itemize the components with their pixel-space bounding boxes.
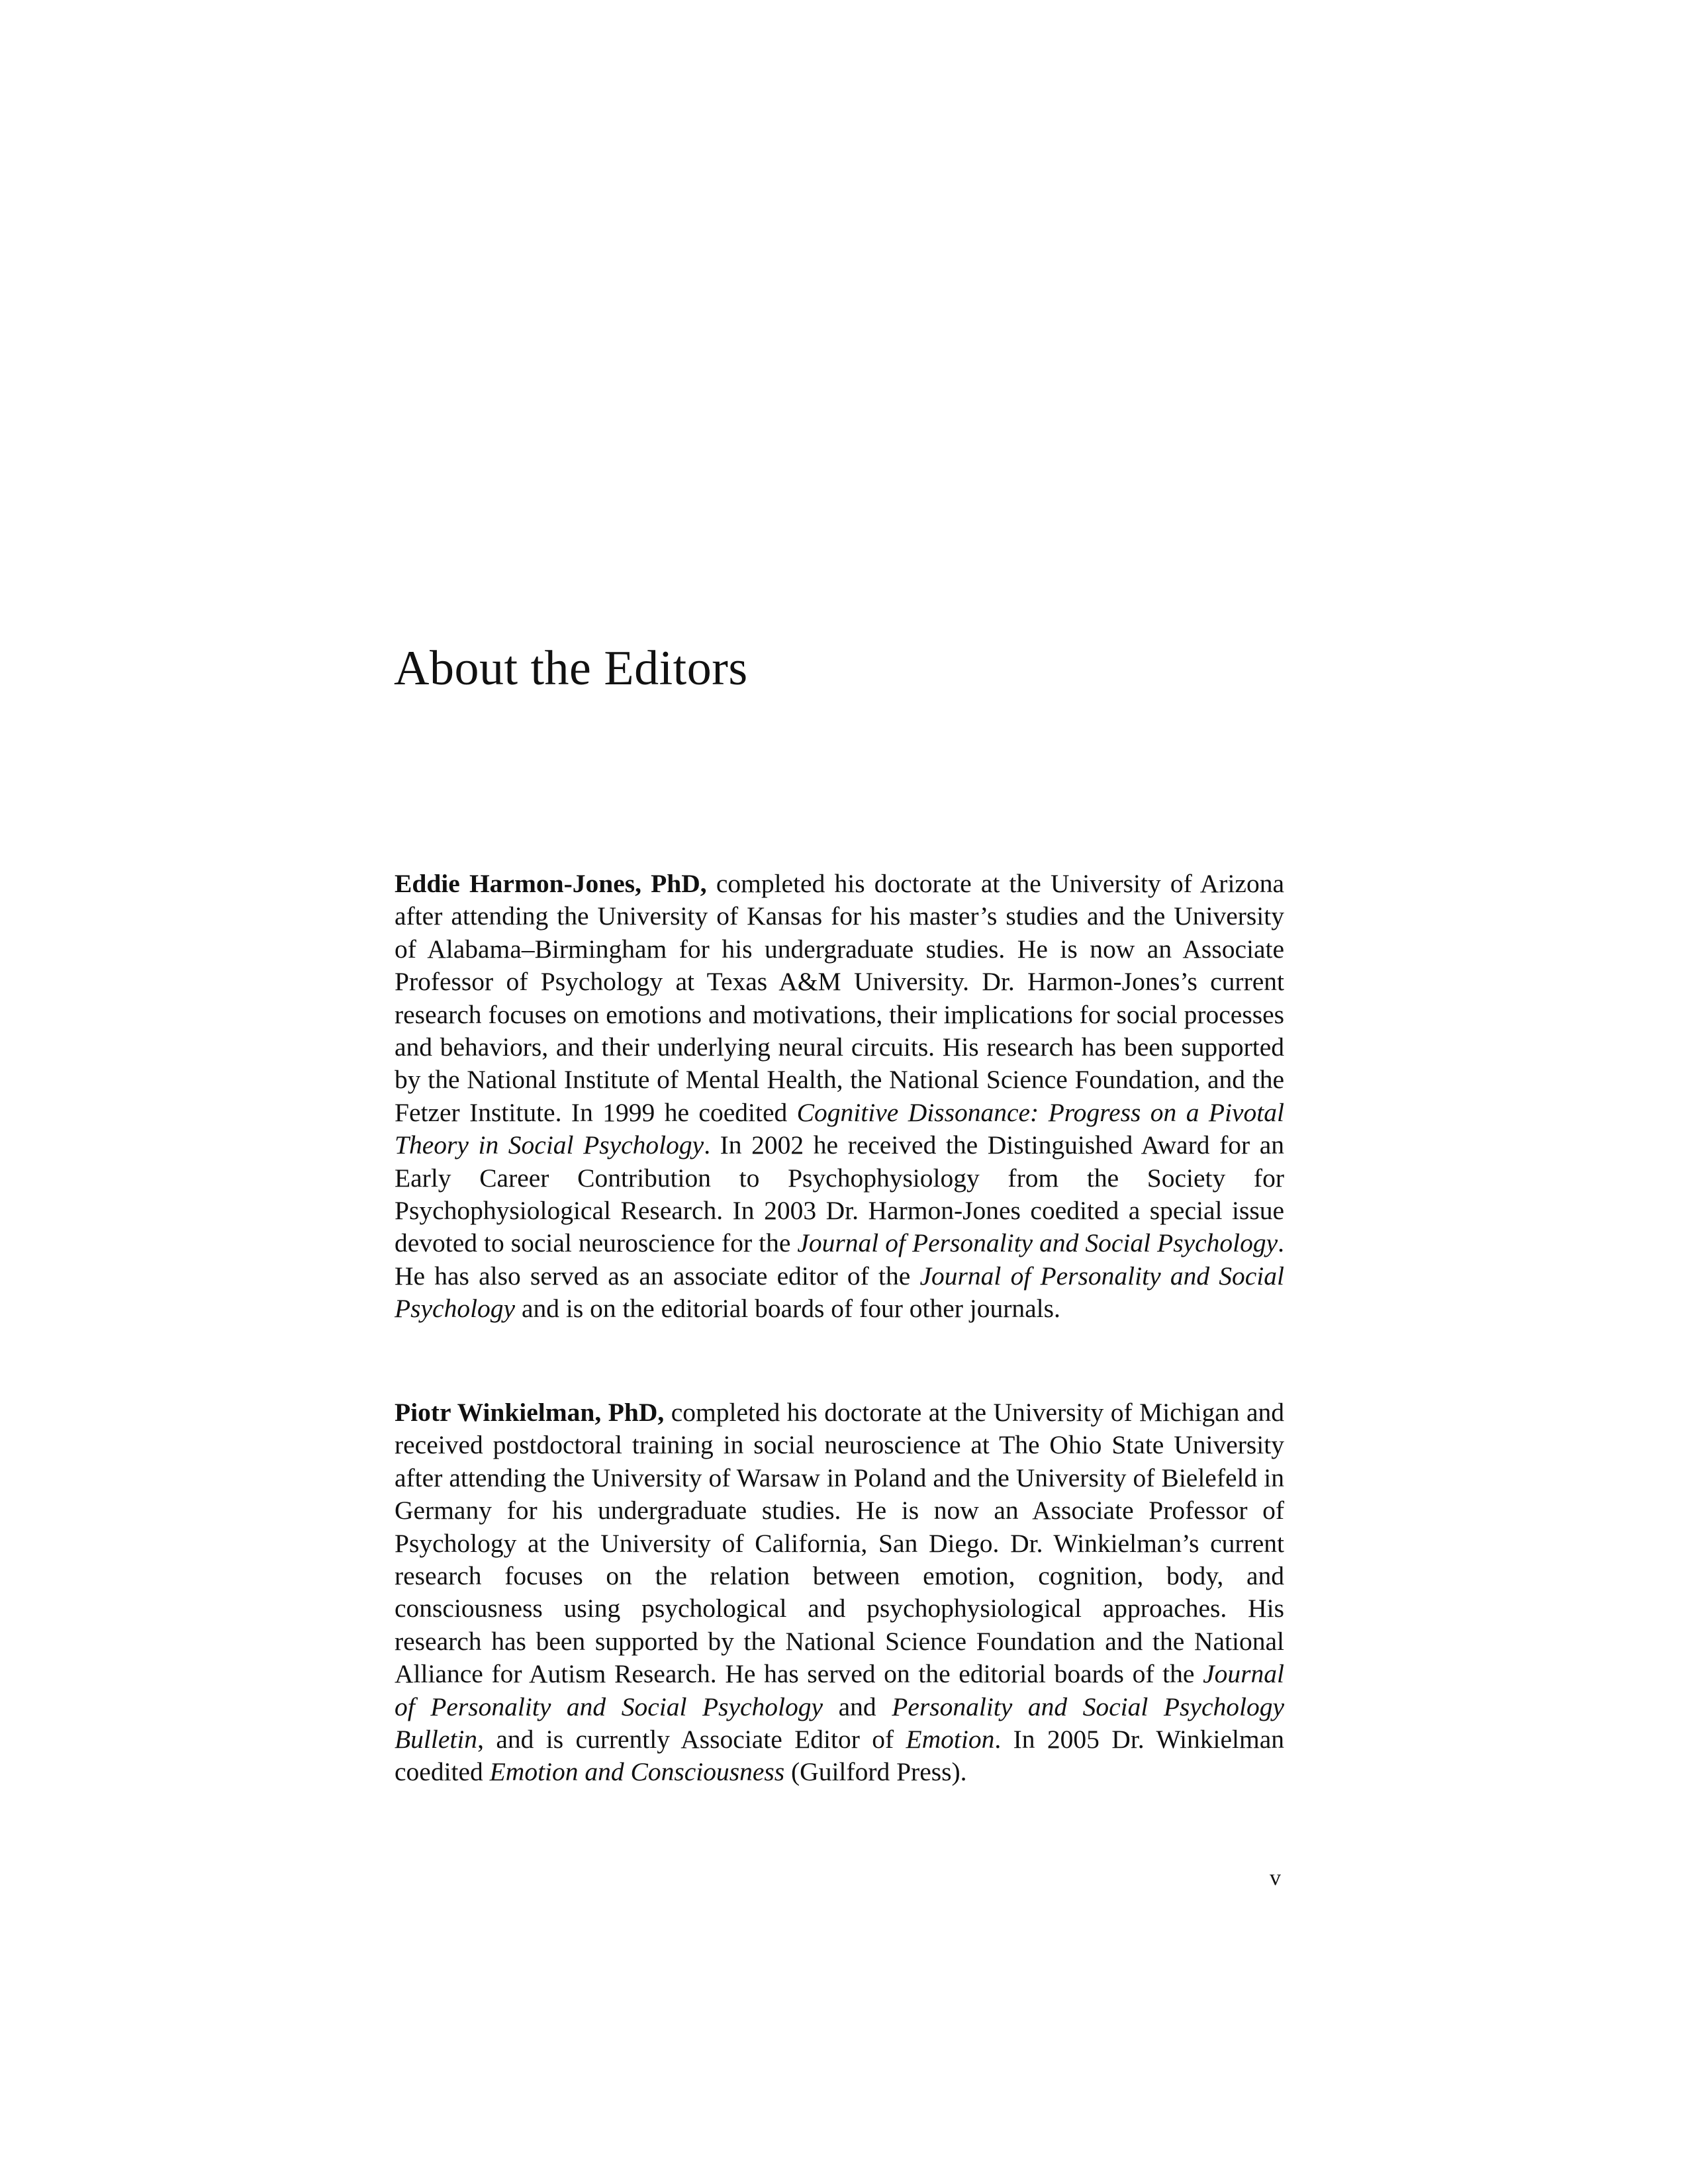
bio-text: completed his doctorate at the University of Michigan and received postdoctoral training in social neuroscience at The Ohio State University after attending the University of Warsaw in Poland and the University of Bielefeld in Germany for his undergraduate studies. He is now an Associate Professor of Psychology at the University of California, San Diego. Dr. Winkielman’s current research focuses on the relation between emotion, cognition, body, and consciousness using psychological and psychophysiological approaches. His research has been supported by the National Science Foundation and the National Alliance for Autism Research. He has served on the editorial boards of the <box>395 1398 1284 1689</box>
page-title: About the Editors <box>394 641 748 696</box>
editor-name: Eddie Harmon-Jones, PhD, <box>395 869 707 898</box>
editor-bio-harmon-jones <box>395 868 1284 1326</box>
bio-text: and is on the editorial boards of four other journals. <box>515 1294 1060 1324</box>
bio-text: completed his doctorate at the University of Arizona after attending the University of Kansas for his master’s studies and the University of Alabama–Birmingham for his undergraduate studies. He is now an Associate Professor of Psychology at Texas A&M University. Dr. Harmon-Jones’s current research focuses on emotions and motivations, their implications for social processes and behaviors, and their underlying neural circuits. His research has been supported by the National Institute of Mental Health, the National Science Foundation, and the Fetzer Institute. In 1999 he coedited <box>395 869 1284 1127</box>
bio-text: (Guilford Press). <box>784 1757 967 1787</box>
journal-title: Journal of Personality and Social Psychology <box>395 1659 1284 1721</box>
bio-text: . In 2002 he received the Distinguished Award for an Early Career Contribution to Psychophysiology from the Society for Psychophysiological Research. In 2003 Dr. Harmon-Jones coedited a special issue devoted to social neuroscience for the <box>395 1130 1284 1258</box>
editor-name: Piotr Winkielman, PhD, <box>395 1398 665 1427</box>
journal-title: Personality and Social Psychology Bulletin <box>395 1692 1284 1754</box>
journal-title: Journal of Personality and Social Psychology <box>797 1228 1278 1258</box>
bio-text: . In 2005 Dr. Winkielman coedited <box>395 1725 1284 1787</box>
bio-text: , and is currently Associate Editor of <box>477 1725 906 1754</box>
book-title: Cognitive Dissonance: Progress on a Pivotal Theory in Social Psychology <box>395 1097 1284 1160</box>
book-title: Emotion and Consciousness <box>489 1757 785 1787</box>
journal-title: Journal of Personality and Social Psychology <box>395 1261 1284 1324</box>
editor-bio-winkielman <box>395 1396 1284 1789</box>
bio-text: . He has also served as an associate editor of the <box>395 1228 1285 1291</box>
journal-title: Emotion <box>906 1725 995 1754</box>
page-number: v <box>1270 1866 1281 1890</box>
bio-text: and <box>823 1692 892 1721</box>
